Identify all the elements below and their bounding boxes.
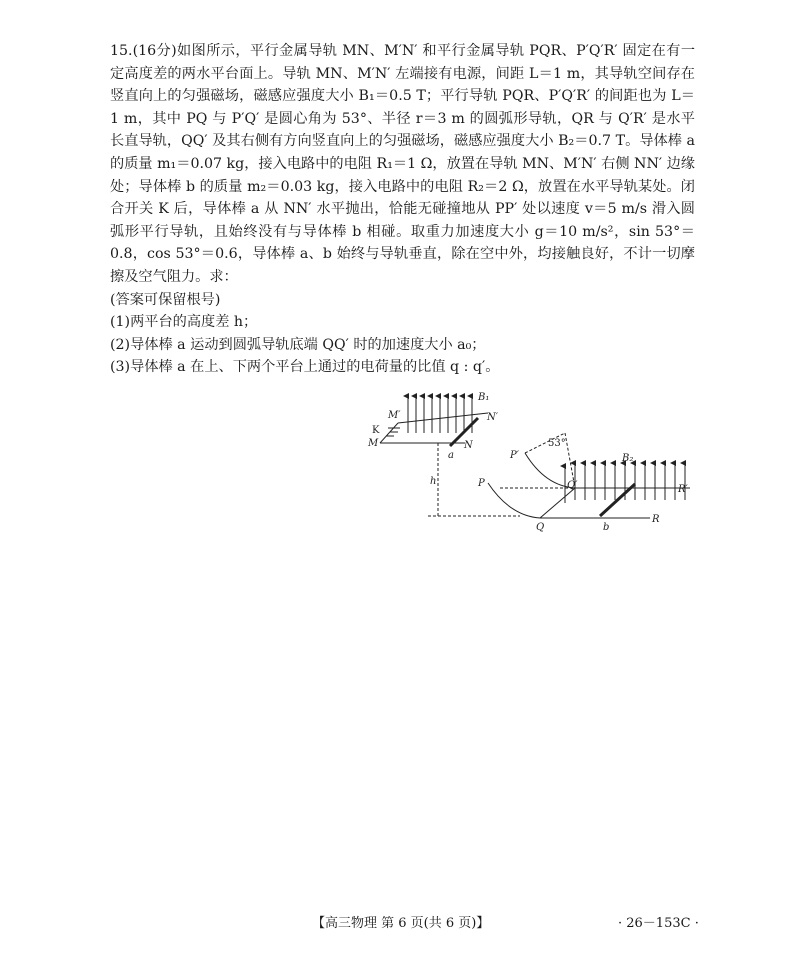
label-n-prime: N′ (487, 412, 499, 423)
question-1: (1)两平台的高度差 h； (110, 314, 258, 331)
label-q-prime: Q′ (567, 480, 578, 491)
question-2: (2)导体棒 a 运动到圆弧导轨底端 QQ′ 时的加速度大小 a₀； (110, 336, 486, 353)
label-b1: B₁ (478, 392, 490, 403)
label-k: K (372, 425, 380, 436)
answer-note: (答案可保留根号) (110, 291, 221, 308)
label-m: M (368, 438, 379, 449)
rail-diagram-svg (360, 388, 700, 536)
label-m-prime: M′ (388, 410, 401, 421)
question-3: (3)导体棒 a 在上、下两个平台上通过的电荷量的比值 q : q′。 (110, 359, 500, 376)
label-q: Q (536, 522, 545, 533)
problem-text: 如图所示，平行金属导轨 MN、M′N′ 和平行金属导轨 PQR、P′Q′R′ 固定在有一定高度差的两水平台面上。导轨 MN、M′N′ 左端接有电源，间距 L＝1 m，其导轨空间存在竖直向上的匀强磁场，磁感应强度大小 B₁＝0.5 T；平行导轨 PQR、P′Q′R′ 的间距也为 L＝1 m，其中 PQ 与 P′Q′ 是圆心角为 53°、半径 r＝3 m 的圆弧形导轨，QR 与 Q′R′ 是水平长直导轨，QQ′ 及其右侧有方向竖直向上的匀强磁场，磁感应强度大小 B₂＝0.7 T。导体棒 a 的质量 m₁＝0.07 kg，接入电路中的电阻 R₁＝1 Ω，放置在导轨 MN、M′N′ 右侧 NN′ 边缘处；导体棒 b 的质量 m₂＝0.03 kg，接入电路中的电阻 R₂＝2 Ω，放置在水平导轨某处。闭合开关 K 后，导体棒 a 从 NN′ 水平抛出，恰能无碰撞地从 PP′ 处以速度 v＝5 m/s 滑入圆弧形平行导轨，且始终没有与导体棒 b 相碰。取重力加速度大小 g＝10 m/s²，sin 53°＝0.8，cos 53°＝0.6，导体棒 a、b 始终与导轨垂直，除在空中外，均接触良好，不计一切摩擦及空气阻力。求： (110, 43, 696, 285)
problem-points: (16分) (132, 43, 177, 59)
label-n: N (464, 440, 473, 451)
label-angle: 53° (548, 438, 566, 449)
label-p-prime: P′ (510, 450, 519, 461)
label-p: P (478, 478, 485, 489)
rail-diagram (360, 388, 700, 536)
label-b: b (603, 522, 610, 533)
problem-stem (110, 40, 695, 289)
label-b2: B₂ (622, 453, 634, 464)
label-h: h (430, 476, 437, 487)
footer-code: · 26－153C · (618, 916, 699, 931)
footer-page-info: 【高三物理 第 6 页(共 6 页)】 (312, 916, 490, 931)
problem-15 (110, 40, 695, 379)
page-footer (0, 912, 800, 932)
b1-field-arrows (408, 396, 472, 433)
label-r: R (652, 514, 660, 525)
label-a: a (448, 450, 454, 461)
b2-field-arrows (565, 463, 685, 503)
problem-number: 15. (110, 43, 133, 59)
label-r-prime: R′ (678, 484, 688, 495)
